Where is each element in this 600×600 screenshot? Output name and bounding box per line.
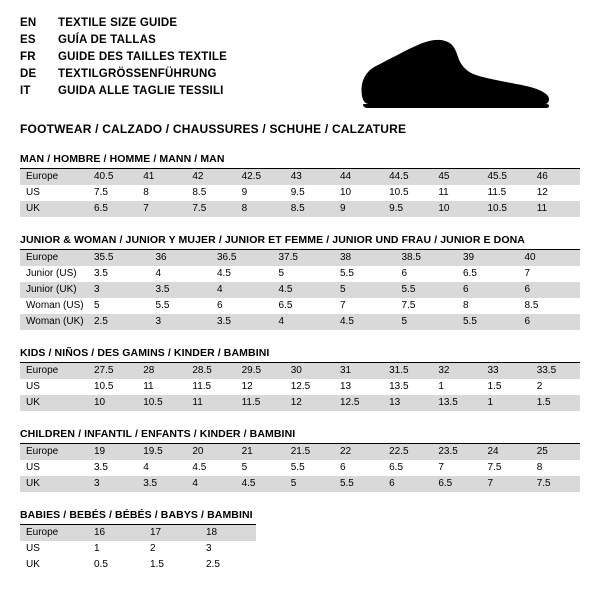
cell: 4.5 [211, 266, 273, 282]
table-row [20, 298, 580, 314]
language-row [20, 50, 227, 67]
cell: 2 [531, 379, 580, 395]
cell: 11.5 [236, 395, 285, 411]
size-group-man [20, 153, 580, 217]
cell: 1.5 [482, 379, 531, 395]
size-table-body [20, 363, 580, 412]
cell: 3.5 [137, 476, 186, 492]
cell: 4.5 [334, 314, 396, 330]
cell: 12 [285, 395, 334, 411]
row-label: US [20, 379, 88, 395]
cell: 8 [236, 201, 285, 217]
size-table [20, 362, 580, 411]
language-title: GUÍA DE TALLAS [58, 34, 156, 46]
cell: 12.5 [334, 395, 383, 411]
cell: 38 [334, 250, 396, 267]
cell: 6.5 [457, 266, 519, 282]
cell: 12 [236, 379, 285, 395]
size-table-body [20, 250, 580, 331]
table-row [20, 282, 580, 298]
language-title-list-body [20, 16, 227, 101]
language-code: EN [20, 17, 37, 29]
cell: 4 [137, 460, 186, 476]
row-label: Woman (UK) [20, 314, 88, 330]
cell: 4 [186, 476, 235, 492]
cell: 3.5 [88, 266, 150, 282]
cell: 5.5 [457, 314, 519, 330]
cell: 5.5 [285, 460, 334, 476]
table-row [20, 460, 580, 476]
cell: 0.5 [88, 557, 144, 573]
cell: 7 [432, 460, 481, 476]
cell: 38.5 [396, 250, 458, 267]
language-row [20, 84, 227, 101]
cell: 13.5 [383, 379, 432, 395]
cell: 8.5 [186, 185, 235, 201]
language-title: TEXTILE SIZE GUIDE [58, 17, 178, 29]
cell: 10 [334, 185, 383, 201]
cell: 27.5 [88, 363, 137, 380]
cell: 7 [482, 476, 531, 492]
table-row [20, 476, 580, 492]
cell: 19.5 [137, 444, 186, 461]
cell: 10.5 [482, 201, 531, 217]
cell: 32 [432, 363, 481, 380]
cell: 3 [150, 314, 212, 330]
cell: 30 [285, 363, 334, 380]
cell: 22 [334, 444, 383, 461]
cell: 1.5 [144, 557, 200, 573]
cell: 5.5 [396, 282, 458, 298]
cell: 44.5 [383, 169, 432, 186]
language-code: FR [20, 51, 36, 63]
cell: 22.5 [383, 444, 432, 461]
cell: 35.5 [88, 250, 150, 267]
cell: 10.5 [137, 395, 186, 411]
cell: 28.5 [186, 363, 235, 380]
cell: 10 [432, 201, 481, 217]
cell: 23.5 [432, 444, 481, 461]
cell: 2.5 [88, 314, 150, 330]
cell: 6 [457, 282, 519, 298]
cell: 5.5 [334, 266, 396, 282]
language-code: IT [20, 85, 31, 97]
cell: 9.5 [285, 185, 334, 201]
row-label: US [20, 460, 88, 476]
cell: 9 [334, 201, 383, 217]
row-label: Junior (US) [20, 266, 88, 282]
cell: 4.5 [236, 476, 285, 492]
cell: 13.5 [432, 395, 481, 411]
language-row [20, 16, 227, 33]
language-code: ES [20, 34, 36, 46]
group-title: JUNIOR & WOMAN / JUNIOR Y MUJER / JUNIOR ET FEMME / JUNIOR UND FRAU / JUNIOR E DONA [20, 234, 525, 246]
size-table-body [20, 444, 580, 493]
size-group-junior-woman [20, 234, 580, 330]
cell: 3 [200, 541, 256, 557]
cell: 7 [519, 266, 581, 282]
cell: 13 [334, 379, 383, 395]
size-table [20, 249, 580, 330]
cell: 13 [383, 395, 432, 411]
cell: 31 [334, 363, 383, 380]
group-title: KIDS / NIÑOS / DES GAMINS / KINDER / BAMBINI [20, 347, 270, 359]
cell: 1 [88, 541, 144, 557]
cell: 8.5 [285, 201, 334, 217]
size-table [20, 524, 256, 573]
size-table [20, 168, 580, 217]
language-title: GUIDA ALLE TAGLIE TESSILI [58, 85, 224, 97]
row-label: Europe [20, 363, 88, 380]
language-code: DE [20, 68, 37, 80]
cell: 46 [531, 169, 580, 186]
row-label: UK [20, 476, 88, 492]
cell: 4 [150, 266, 212, 282]
cell: 11 [531, 201, 580, 217]
cell: 12 [531, 185, 580, 201]
cell: 16 [88, 525, 144, 542]
row-label: UK [20, 395, 88, 411]
cell: 3 [88, 476, 137, 492]
cell: 17 [144, 525, 200, 542]
cell: 11 [432, 185, 481, 201]
row-label: Junior (UK) [20, 282, 88, 298]
language-row [20, 67, 227, 84]
row-label: Woman (US) [20, 298, 88, 314]
cell: 18 [200, 525, 256, 542]
cell: 8 [457, 298, 519, 314]
cell: 42.5 [236, 169, 285, 186]
cell: 2.5 [200, 557, 256, 573]
cell: 6 [396, 266, 458, 282]
group-title: BABIES / BEBÉS / BÉBÉS / BABYS / BAMBINI [20, 509, 253, 521]
cell: 3 [88, 282, 150, 298]
table-row [20, 185, 580, 201]
group-title: MAN / HOMBRE / HOMME / MANN / MAN [20, 153, 225, 165]
cell: 45 [432, 169, 481, 186]
page-title: FOOTWEAR / CALZADO / CHAUSSURES / SCHUHE / CALZATURE [20, 122, 407, 136]
cell: 37.5 [273, 250, 335, 267]
cell: 4.5 [273, 282, 335, 298]
row-label: Europe [20, 525, 88, 542]
cell: 25 [531, 444, 580, 461]
table-row [20, 314, 580, 330]
dress-shoe-icon [354, 34, 554, 114]
cell: 6.5 [432, 476, 481, 492]
cell: 7.5 [531, 476, 580, 492]
cell: 11.5 [482, 185, 531, 201]
cell: 8.5 [519, 298, 581, 314]
cell: 21.5 [285, 444, 334, 461]
cell: 7.5 [88, 185, 137, 201]
cell: 10 [88, 395, 137, 411]
cell: 11.5 [186, 379, 235, 395]
table-row [20, 525, 256, 542]
cell: 24 [482, 444, 531, 461]
cell: 7.5 [186, 201, 235, 217]
cell: 5 [285, 476, 334, 492]
cell: 31.5 [383, 363, 432, 380]
cell: 10.5 [88, 379, 137, 395]
row-label: US [20, 185, 88, 201]
cell: 12.5 [285, 379, 334, 395]
cell: 36.5 [211, 250, 273, 267]
cell: 11 [137, 379, 186, 395]
cell: 7.5 [482, 460, 531, 476]
cell: 1 [432, 379, 481, 395]
table-row [20, 250, 580, 267]
cell: 6 [383, 476, 432, 492]
cell: 20 [186, 444, 235, 461]
cell: 4 [211, 282, 273, 298]
language-row [20, 33, 227, 50]
cell: 8 [531, 460, 580, 476]
size-group-kids [20, 347, 580, 411]
language-title: GUIDE DES TAILLES TEXTILE [58, 51, 227, 63]
cell: 39 [457, 250, 519, 267]
language-title-list [20, 16, 227, 101]
table-row [20, 363, 580, 380]
cell: 33.5 [531, 363, 580, 380]
cell: 7.5 [396, 298, 458, 314]
table-row [20, 557, 256, 573]
cell: 10.5 [383, 185, 432, 201]
size-table-body [20, 169, 580, 218]
cell: 42 [186, 169, 235, 186]
table-row [20, 201, 580, 217]
cell: 6 [519, 314, 581, 330]
cell: 33 [482, 363, 531, 380]
table-row [20, 266, 580, 282]
cell: 4 [273, 314, 335, 330]
row-label: Europe [20, 169, 88, 186]
table-row [20, 379, 580, 395]
row-label: UK [20, 201, 88, 217]
cell: 1.5 [531, 395, 580, 411]
cell: 11 [186, 395, 235, 411]
language-title: TEXTILGRÖSSENFÜHRUNG [58, 68, 217, 80]
size-group-children [20, 428, 580, 492]
cell: 6 [334, 460, 383, 476]
size-table-body [20, 525, 256, 574]
row-label: UK [20, 557, 88, 573]
cell: 19 [88, 444, 137, 461]
cell: 43 [285, 169, 334, 186]
cell: 5.5 [150, 298, 212, 314]
cell: 2 [144, 541, 200, 557]
cell: 5 [88, 298, 150, 314]
row-label: US [20, 541, 88, 557]
table-row [20, 395, 580, 411]
cell: 6.5 [88, 201, 137, 217]
cell: 45.5 [482, 169, 531, 186]
cell: 3.5 [211, 314, 273, 330]
cell: 5 [236, 460, 285, 476]
cell: 1 [482, 395, 531, 411]
group-title: CHILDREN / INFANTIL / ENFANTS / KINDER / BAMBINI [20, 428, 296, 440]
size-table [20, 443, 580, 492]
cell: 6 [211, 298, 273, 314]
cell: 36 [150, 250, 212, 267]
table-row [20, 541, 256, 557]
cell: 41 [137, 169, 186, 186]
cell: 44 [334, 169, 383, 186]
cell: 9 [236, 185, 285, 201]
cell: 7 [334, 298, 396, 314]
row-label: Europe [20, 250, 88, 267]
cell: 5 [334, 282, 396, 298]
cell: 3.5 [88, 460, 137, 476]
cell: 5.5 [334, 476, 383, 492]
cell: 6.5 [273, 298, 335, 314]
table-row [20, 169, 580, 186]
cell: 3.5 [150, 282, 212, 298]
cell: 21 [236, 444, 285, 461]
cell: 6.5 [383, 460, 432, 476]
cell: 40 [519, 250, 581, 267]
cell: 5 [273, 266, 335, 282]
cell: 6 [519, 282, 581, 298]
cell: 4.5 [186, 460, 235, 476]
cell: 9.5 [383, 201, 432, 217]
size-group-babies [20, 509, 580, 573]
cell: 40.5 [88, 169, 137, 186]
row-label: Europe [20, 444, 88, 461]
cell: 7 [137, 201, 186, 217]
table-row [20, 444, 580, 461]
cell: 8 [137, 185, 186, 201]
cell: 28 [137, 363, 186, 380]
document-header [20, 16, 580, 108]
cell: 29.5 [236, 363, 285, 380]
cell: 5 [396, 314, 458, 330]
